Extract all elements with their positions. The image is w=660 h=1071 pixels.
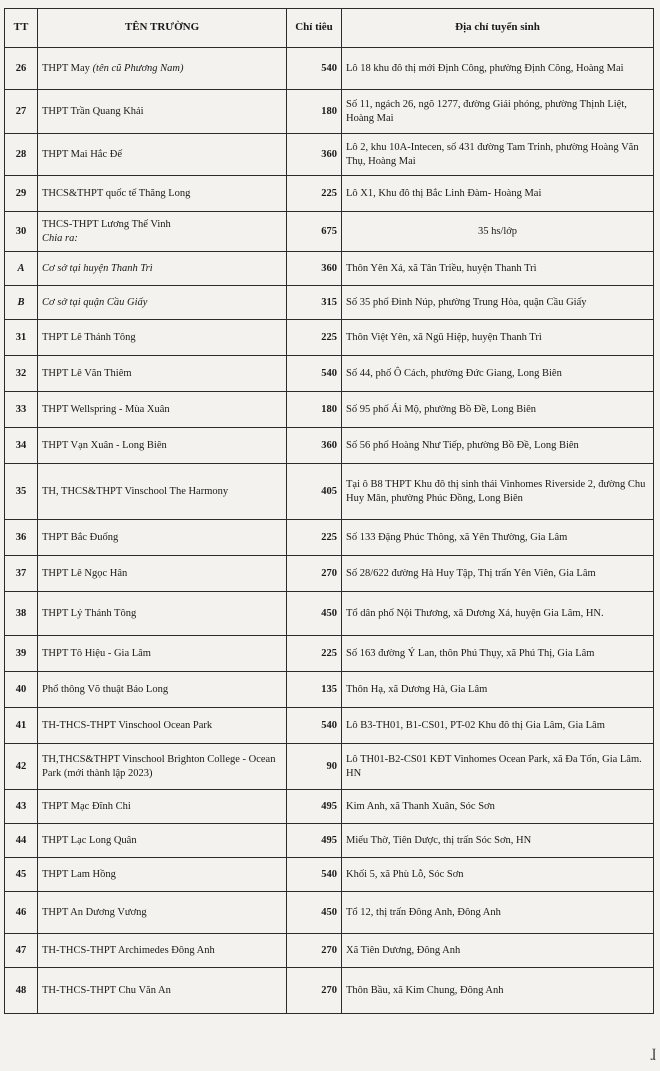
admission-table-sheet bbox=[4, 8, 654, 1014]
cell-quota: 315 bbox=[287, 286, 342, 320]
table-row bbox=[5, 824, 654, 858]
cell-quota: 135 bbox=[287, 672, 342, 708]
cell-quota: 360 bbox=[287, 134, 342, 176]
cell-quota: 495 bbox=[287, 790, 342, 824]
table-row bbox=[5, 428, 654, 464]
cell-school-name bbox=[38, 858, 287, 892]
school-name-text: THPT Lê Thánh Tông bbox=[42, 331, 136, 343]
cell-school-name bbox=[38, 392, 287, 428]
cell-address: Tại ô B8 THPT Khu đô thị sinh thái Vinhomes Riverside 2, đường Chu Huy Mân, phường Phúc Đồng, Long Biên bbox=[342, 464, 654, 520]
cell-quota: 90 bbox=[287, 744, 342, 790]
cell-quota: 225 bbox=[287, 520, 342, 556]
cell-tt: 37 bbox=[5, 556, 38, 592]
cell-quota: 180 bbox=[287, 392, 342, 428]
school-name-text: THPT Lê Văn Thiêm bbox=[42, 367, 132, 379]
cell-quota: 540 bbox=[287, 356, 342, 392]
cell-tt: 44 bbox=[5, 824, 38, 858]
handwritten-mark: ɺ bbox=[650, 1047, 656, 1064]
cell-quota: 675 bbox=[287, 212, 342, 252]
table-body bbox=[5, 48, 654, 1014]
cell-school-name bbox=[38, 428, 287, 464]
cell-school-name bbox=[38, 520, 287, 556]
cell-tt: 45 bbox=[5, 858, 38, 892]
cell-tt: 48 bbox=[5, 968, 38, 1014]
cell-school-name bbox=[38, 90, 287, 134]
table-row bbox=[5, 892, 654, 934]
cell-tt: 46 bbox=[5, 892, 38, 934]
table-row bbox=[5, 744, 654, 790]
school-name-text: Cơ sở tại huyện Thanh Trì bbox=[42, 262, 153, 274]
cell-tt: 26 bbox=[5, 48, 38, 90]
cell-address: Xã Tiên Dương, Đông Anh bbox=[342, 934, 654, 968]
cell-quota: 495 bbox=[287, 824, 342, 858]
cell-quota: 540 bbox=[287, 48, 342, 90]
cell-school-name bbox=[38, 320, 287, 356]
admission-table bbox=[4, 8, 654, 1014]
school-name-text: TH,THCS&THPT Vinschool Brighton College - Ocean Park (mới thành lập 2023) bbox=[42, 754, 276, 779]
table-row bbox=[5, 392, 654, 428]
school-name-text: THPT Vạn Xuân - Long Biên bbox=[42, 439, 167, 451]
cell-tt: 35 bbox=[5, 464, 38, 520]
cell-school-name bbox=[38, 464, 287, 520]
table-row bbox=[5, 90, 654, 134]
cell-address: Lô B3-TH01, B1-CS01, PT-02 Khu đô thị Gia Lâm, Gia Lâm bbox=[342, 708, 654, 744]
cell-address: Số 28/622 đường Hà Huy Tập, Thị trấn Yên Viên, Gia Lâm bbox=[342, 556, 654, 592]
cell-address: Số 133 Đặng Phúc Thông, xã Yên Thường, Gia Lâm bbox=[342, 520, 654, 556]
cell-address: Lô 2, khu 10A-Intecen, số 431 đường Tam Trinh, phường Hoàng Văn Thụ, Hoàng Mai bbox=[342, 134, 654, 176]
cell-school-name bbox=[38, 356, 287, 392]
cell-address: Lô TH01-B2-CS01 KĐT Vinhomes Ocean Park, xã Đa Tốn, Gia Lâm. HN bbox=[342, 744, 654, 790]
cell-school-name bbox=[38, 824, 287, 858]
cell-school-name bbox=[38, 708, 287, 744]
school-name-text: THPT Mạc Đĩnh Chi bbox=[42, 800, 131, 812]
school-name-text: THPT Bắc Đuống bbox=[42, 531, 119, 543]
table-row bbox=[5, 858, 654, 892]
school-name-text: TH, THCS&THPT Vinschool The Harmony bbox=[42, 485, 229, 497]
table-row bbox=[5, 286, 654, 320]
cell-quota: 270 bbox=[287, 556, 342, 592]
cell-address: Số 11, ngách 26, ngõ 1277, đường Giải phóng, phường Thịnh Liệt, Hoàng Mai bbox=[342, 90, 654, 134]
table-row bbox=[5, 556, 654, 592]
cell-school-name bbox=[38, 968, 287, 1014]
cell-address: Thôn Hạ, xã Dương Hà, Gia Lâm bbox=[342, 672, 654, 708]
cell-school-name bbox=[38, 252, 287, 286]
cell-school-name bbox=[38, 556, 287, 592]
cell-tt: 32 bbox=[5, 356, 38, 392]
table-row bbox=[5, 968, 654, 1014]
cell-quota: 450 bbox=[287, 892, 342, 934]
cell-tt: 42 bbox=[5, 744, 38, 790]
table-row bbox=[5, 176, 654, 212]
cell-address: Lô 18 khu đô thị mới Định Công, phường Định Công, Hoàng Mai bbox=[342, 48, 654, 90]
school-name-text: THPT Lý Thánh Tông bbox=[42, 607, 137, 619]
school-name-text: TH-THCS-THPT Vinschool Ocean Park bbox=[42, 719, 213, 731]
school-name-text: THPT An Dương Vương bbox=[42, 906, 147, 918]
cell-school-name bbox=[38, 636, 287, 672]
school-name-note: (tên cũ Phương Nam) bbox=[92, 62, 184, 74]
school-name-text: THPT May bbox=[42, 62, 90, 74]
cell-quota: 225 bbox=[287, 636, 342, 672]
cell-address: Số 35 phố Đinh Núp, phường Trung Hòa, quận Cầu Giấy bbox=[342, 286, 654, 320]
cell-tt: 38 bbox=[5, 592, 38, 636]
cell-quota: 450 bbox=[287, 592, 342, 636]
table-row bbox=[5, 672, 654, 708]
school-name-note: Chia ra: bbox=[42, 232, 78, 244]
cell-school-name bbox=[38, 892, 287, 934]
school-name-text: THPT Lam Hồng bbox=[42, 868, 116, 880]
school-name-text: TH-THCS-THPT Archimedes Đông Anh bbox=[42, 944, 215, 956]
cell-address: Lô X1, Khu đô thị Bắc Linh Đàm- Hoàng Mai bbox=[342, 176, 654, 212]
table-row bbox=[5, 636, 654, 672]
table-row bbox=[5, 356, 654, 392]
school-name-text: Cơ sở tại quận Cầu Giấy bbox=[42, 296, 148, 308]
cell-quota: 360 bbox=[287, 428, 342, 464]
cell-tt: B bbox=[5, 286, 38, 320]
table-row bbox=[5, 48, 654, 90]
cell-address: Thôn Yên Xá, xã Tân Triều, huyện Thanh Trì bbox=[342, 252, 654, 286]
school-name-text: THCS-THPT Lương Thế Vinh bbox=[42, 219, 171, 231]
cell-tt: 33 bbox=[5, 392, 38, 428]
school-name-text: TH-THCS-THPT Chu Văn An bbox=[42, 984, 171, 996]
cell-tt: 43 bbox=[5, 790, 38, 824]
cell-address: Số 44, phố Ô Cách, phường Đức Giang, Long Biên bbox=[342, 356, 654, 392]
cell-school-name bbox=[38, 212, 287, 252]
cell-school-name bbox=[38, 134, 287, 176]
table-row bbox=[5, 790, 654, 824]
cell-quota: 270 bbox=[287, 968, 342, 1014]
cell-tt: 36 bbox=[5, 520, 38, 556]
cell-address: Số 56 phố Hoàng Như Tiếp, phường Bồ Đề, Long Biên bbox=[342, 428, 654, 464]
cell-address: Số 95 phố Ái Mộ, phường Bồ Đề, Long Biên bbox=[342, 392, 654, 428]
table-row bbox=[5, 134, 654, 176]
cell-quota: 405 bbox=[287, 464, 342, 520]
school-name-text: THPT Lạc Long Quân bbox=[42, 834, 137, 846]
cell-address: Thôn Bầu, xã Kim Chung, Đông Anh bbox=[342, 968, 654, 1014]
cell-quota: 270 bbox=[287, 934, 342, 968]
cell-tt: 47 bbox=[5, 934, 38, 968]
header-address: Địa chỉ tuyển sinh bbox=[342, 9, 654, 48]
cell-quota: 360 bbox=[287, 252, 342, 286]
school-name-text: THPT Mai Hắc Đế bbox=[42, 148, 122, 160]
cell-quota: 225 bbox=[287, 176, 342, 212]
table-row bbox=[5, 520, 654, 556]
cell-tt: 40 bbox=[5, 672, 38, 708]
header-school-name: TÊN TRƯỜNG bbox=[38, 9, 287, 48]
cell-address: Thôn Việt Yên, xã Ngũ Hiệp, huyện Thanh Trì bbox=[342, 320, 654, 356]
cell-school-name bbox=[38, 592, 287, 636]
table-row bbox=[5, 934, 654, 968]
table-row bbox=[5, 212, 654, 252]
cell-school-name bbox=[38, 286, 287, 320]
cell-address: Tổ 12, thị trấn Đông Anh, Đông Anh bbox=[342, 892, 654, 934]
cell-address: Miếu Thờ, Tiên Dược, thị trấn Sóc Sơn, HN bbox=[342, 824, 654, 858]
cell-address: Số 163 đường Ỷ Lan, thôn Phú Thụy, xã Phú Thị, Gia Lâm bbox=[342, 636, 654, 672]
cell-address: Khối 5, xã Phù Lỗ, Sóc Sơn bbox=[342, 858, 654, 892]
school-name-text: THCS&THPT quốc tế Thăng Long bbox=[42, 187, 191, 199]
cell-address: Kim Anh, xã Thanh Xuân, Sóc Sơn bbox=[342, 790, 654, 824]
cell-quota: 540 bbox=[287, 708, 342, 744]
table-header-row bbox=[5, 9, 654, 48]
cell-address: Tổ dân phố Nội Thương, xã Dương Xá, huyện Gia Lâm, HN. bbox=[342, 592, 654, 636]
cell-school-name bbox=[38, 790, 287, 824]
cell-quota: 225 bbox=[287, 320, 342, 356]
table-row bbox=[5, 252, 654, 286]
cell-tt: A bbox=[5, 252, 38, 286]
cell-school-name bbox=[38, 48, 287, 90]
cell-quota: 180 bbox=[287, 90, 342, 134]
cell-school-name bbox=[38, 934, 287, 968]
cell-tt: 34 bbox=[5, 428, 38, 464]
cell-tt: 27 bbox=[5, 90, 38, 134]
school-name-text: THPT Wellspring - Mùa Xuân bbox=[42, 403, 170, 415]
table-row bbox=[5, 464, 654, 520]
cell-tt: 41 bbox=[5, 708, 38, 744]
cell-tt: 30 bbox=[5, 212, 38, 252]
cell-tt: 29 bbox=[5, 176, 38, 212]
school-name-text: THPT Trần Quang Khải bbox=[42, 105, 144, 117]
school-name-text: Phổ thông Võ thuật Bảo Long bbox=[42, 683, 169, 695]
header-tt: TT bbox=[5, 9, 38, 48]
cell-tt: 39 bbox=[5, 636, 38, 672]
table-row bbox=[5, 708, 654, 744]
cell-address: 35 hs/lớp bbox=[342, 212, 654, 252]
school-name-text: THPT Tô Hiệu - Gia Lâm bbox=[42, 647, 151, 659]
cell-tt: 31 bbox=[5, 320, 38, 356]
cell-school-name bbox=[38, 672, 287, 708]
header-quota: Chỉ tiêu bbox=[287, 9, 342, 48]
table-row bbox=[5, 320, 654, 356]
cell-quota: 540 bbox=[287, 858, 342, 892]
cell-school-name bbox=[38, 176, 287, 212]
cell-school-name bbox=[38, 744, 287, 790]
school-name-text: THPT Lê Ngọc Hân bbox=[42, 567, 128, 579]
cell-tt: 28 bbox=[5, 134, 38, 176]
table-row bbox=[5, 592, 654, 636]
